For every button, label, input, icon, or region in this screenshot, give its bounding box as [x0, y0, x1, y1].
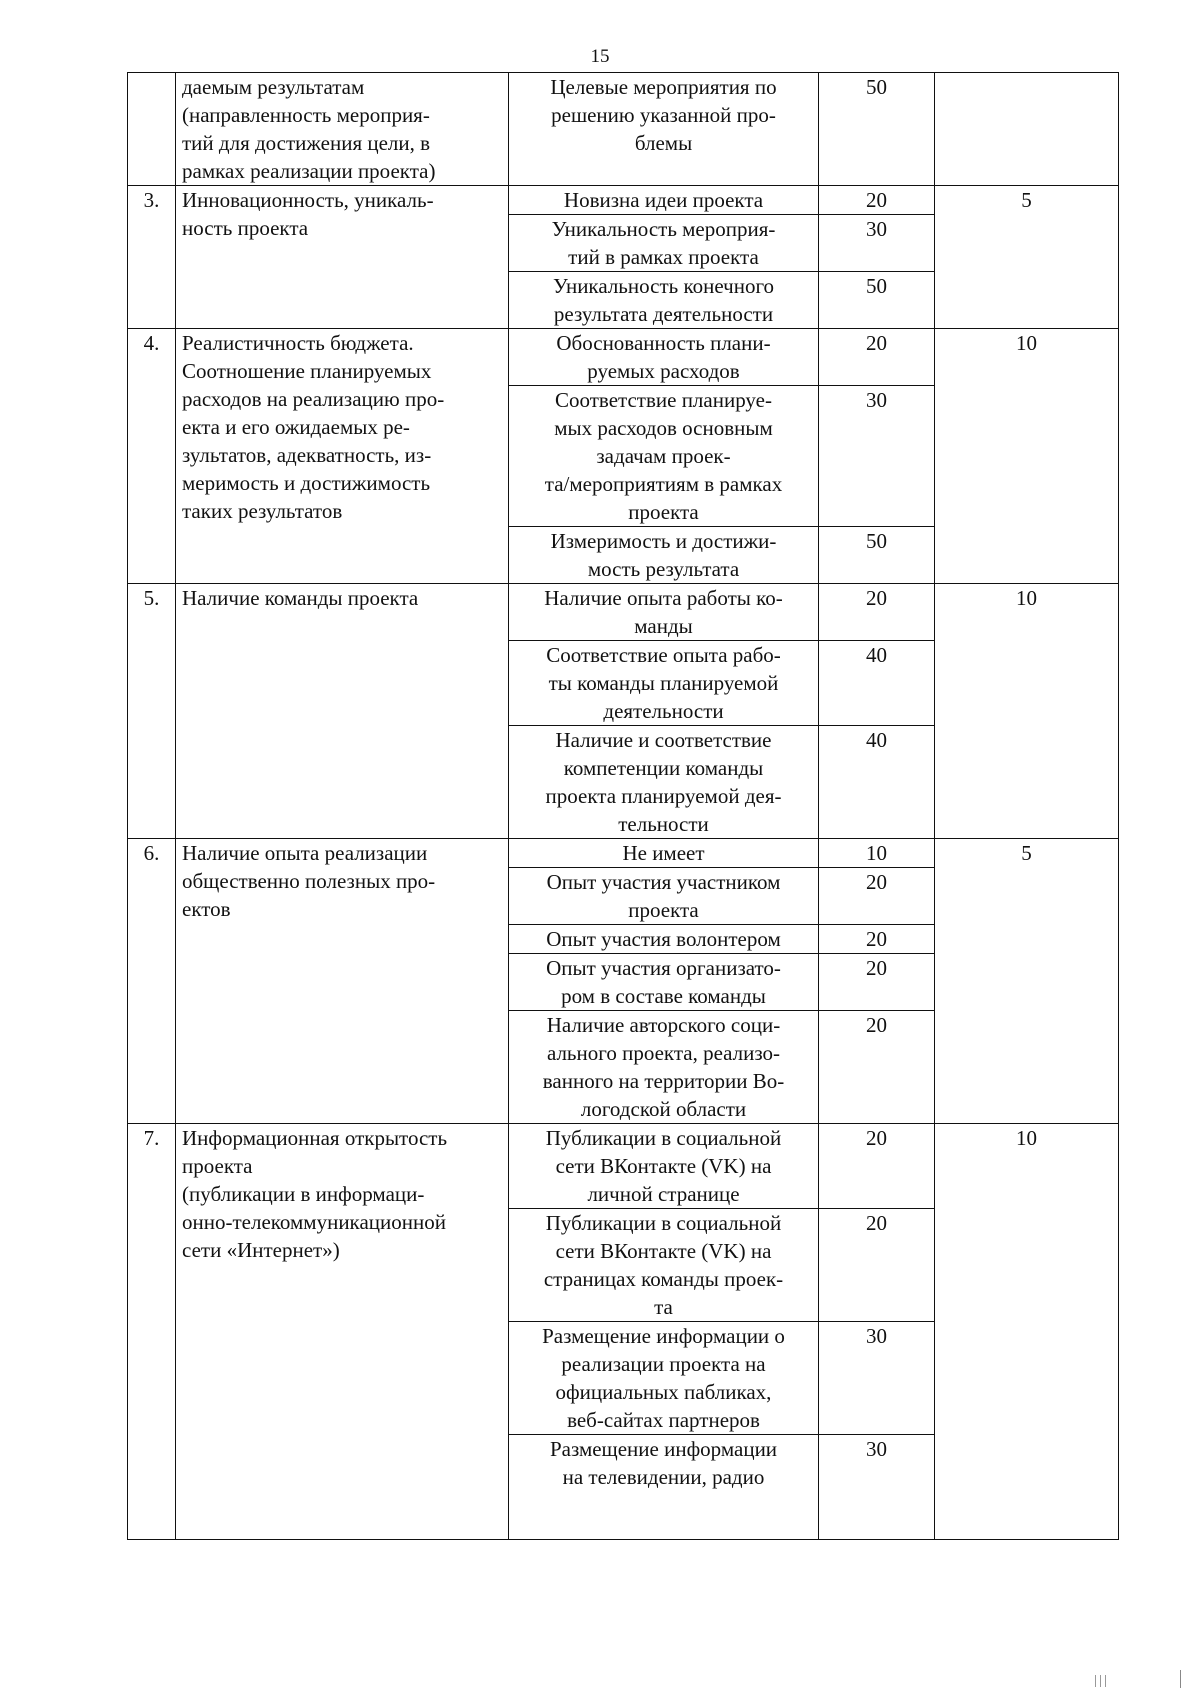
- indicator-line: ванного на территории Во-: [542, 1069, 785, 1093]
- indicator-line: решению указанной про-: [551, 103, 776, 127]
- table-row: [128, 1124, 1119, 1209]
- indicator-points: 50: [819, 73, 935, 186]
- criterion-name: [176, 584, 509, 839]
- indicator-line: та/мероприятиям в рамках: [544, 472, 783, 496]
- criterion-line: рамках реализации проекта): [182, 159, 436, 183]
- indicator-points: 20: [819, 1011, 935, 1124]
- indicator-points: 40: [819, 726, 935, 839]
- criterion-weight: 10: [935, 329, 1119, 584]
- indicator-line: Наличие опыта работы ко-: [544, 586, 783, 610]
- indicator-cell: [509, 925, 819, 954]
- criterion-line: онно-телекоммуникационной: [182, 1210, 446, 1234]
- indicator-line: реализации проекта на: [561, 1352, 766, 1376]
- indicator-line: Публикации в социальной: [545, 1211, 782, 1235]
- indicator-line: Наличие авторского соци-: [546, 1013, 781, 1037]
- indicator-line: Публикации в социальной: [545, 1126, 782, 1150]
- criterion-weight: 5: [935, 186, 1119, 329]
- criterion-weight: 5: [935, 839, 1119, 1124]
- indicator-cell: [509, 726, 819, 839]
- indicator-line: официальных пабликах,: [555, 1380, 772, 1404]
- criterion-line: зультатов, адекватность, из-: [182, 443, 432, 467]
- indicator-line: ты команды планируемой: [548, 671, 779, 695]
- criterion-number: [128, 73, 176, 186]
- indicator-cell: [509, 329, 819, 386]
- criteria-table-body: [128, 73, 1119, 1540]
- indicator-line: ального проекта, реализо-: [546, 1041, 781, 1065]
- indicator-line: компетенции команды: [563, 756, 764, 780]
- indicator-points: 30: [819, 215, 935, 272]
- criterion-line: Наличие команды проекта: [182, 586, 419, 610]
- criterion-line: общественно полезных про-: [182, 869, 436, 893]
- criterion-line: сети «Интернет»): [182, 1238, 340, 1262]
- indicator-points: 20: [819, 925, 935, 954]
- indicator-line: сети ВКонтакте (VK) на: [555, 1239, 772, 1263]
- scan-edge-marks: [1095, 1674, 1125, 1686]
- indicator-cell: [509, 1124, 819, 1209]
- indicator-points: 30: [819, 1322, 935, 1435]
- indicator-cell: [509, 186, 819, 215]
- indicator-line: Целевые мероприятия по: [550, 75, 777, 99]
- indicator-line: Размещение информации о: [542, 1324, 785, 1348]
- indicator-points: 20: [819, 329, 935, 386]
- indicator-line: руемых расходов: [587, 359, 740, 383]
- indicator-line: Обоснованность плани-: [556, 331, 771, 355]
- indicator-line: страницах команды проек-: [543, 1267, 784, 1291]
- indicator-points: 20: [819, 584, 935, 641]
- indicator-line: Уникальность мероприя-: [551, 217, 776, 241]
- indicator-line: деятельности: [603, 699, 724, 723]
- indicator-line: Соответствие опыта рабо-: [546, 643, 781, 667]
- indicator-cell: [509, 1209, 819, 1322]
- criterion-name: [176, 73, 509, 186]
- criterion-number: 4.: [128, 329, 176, 584]
- criterion-line: (публикации в информаци-: [182, 1182, 425, 1206]
- criterion-line: таких результатов: [182, 499, 343, 523]
- indicator-line: Наличие и соответствие: [555, 728, 772, 752]
- indicator-line: сети ВКонтакте (VK) на: [555, 1154, 772, 1178]
- indicator-points: 20: [819, 1124, 935, 1209]
- indicator-points: 20: [819, 186, 935, 215]
- criterion-weight: 10: [935, 584, 1119, 839]
- page-number: 15: [590, 46, 610, 67]
- indicator-line: Опыт участия волонтером: [546, 927, 781, 951]
- indicator-line: тий в рамках проекта: [568, 245, 759, 269]
- indicator-line: тельности: [618, 812, 709, 836]
- scan-edge-line: [1180, 1670, 1181, 1688]
- indicator-cell: [509, 868, 819, 925]
- indicator-line: та: [654, 1295, 673, 1319]
- criterion-line: меримость и достижимость: [182, 471, 431, 495]
- indicator-line: Опыт участия организато-: [546, 956, 781, 980]
- indicator-line: манды: [634, 614, 693, 638]
- criterion-number: 5.: [128, 584, 176, 839]
- indicator-line: Уникальность конечного: [552, 274, 775, 298]
- indicator-line: мость результата: [587, 557, 740, 581]
- table-row: [128, 584, 1119, 641]
- indicator-line: проекта планируемой дея-: [545, 784, 782, 808]
- criterion-number: 3.: [128, 186, 176, 329]
- indicator-line: Не имеет: [622, 841, 705, 865]
- criterion-name: [176, 1124, 509, 1540]
- indicator-points: 50: [819, 272, 935, 329]
- criterion-line: Соотношение планируемых: [182, 359, 432, 383]
- indicator-points: 40: [819, 641, 935, 726]
- indicator-line: Новизна идеи проекта: [563, 188, 764, 212]
- indicator-cell: [509, 272, 819, 329]
- indicator-line: результата деятельности: [553, 302, 774, 326]
- criterion-line: (направленность мероприя-: [182, 103, 430, 127]
- indicator-line: Измеримость и достижи-: [550, 529, 777, 553]
- criterion-line: Наличие опыта реализации: [182, 841, 428, 865]
- indicator-cell: [509, 1011, 819, 1124]
- indicator-cell: [509, 954, 819, 1011]
- indicator-cell: [509, 386, 819, 527]
- criterion-line: ность проекта: [182, 216, 309, 240]
- indicator-cell: [509, 641, 819, 726]
- indicator-line: логодской области: [580, 1097, 747, 1121]
- indicator-cell: [509, 1322, 819, 1435]
- indicator-cell: [509, 839, 819, 868]
- indicator-line: веб-сайтах партнеров: [567, 1408, 760, 1432]
- criterion-line: ектов: [182, 897, 231, 921]
- indicator-points: 20: [819, 954, 935, 1011]
- indicator-line: задачам проек-: [596, 444, 731, 468]
- table-row: [128, 73, 1119, 186]
- criterion-number: 7.: [128, 1124, 176, 1540]
- indicator-line: блемы: [634, 131, 693, 155]
- indicator-line: ром в составе команды: [561, 984, 766, 1008]
- criterion-line: расходов на реализацию про-: [182, 387, 445, 411]
- indicator-line: на телевидении, радио: [562, 1465, 765, 1489]
- indicator-points: 30: [819, 386, 935, 527]
- criterion-line: даемым результатам: [182, 75, 365, 99]
- table-row: [128, 186, 1119, 215]
- criterion-line: проекта: [182, 1154, 253, 1178]
- indicator-line: проекта: [628, 500, 699, 524]
- indicator-line: личной странице: [587, 1182, 740, 1206]
- criterion-line: Информационная открытость: [182, 1126, 448, 1150]
- indicator-line: Опыт участия участником: [546, 870, 781, 894]
- criterion-name: [176, 186, 509, 329]
- criterion-name: [176, 329, 509, 584]
- indicator-cell: [509, 584, 819, 641]
- criterion-line: Инновационность, уникаль-: [182, 188, 434, 212]
- indicator-points: 10: [819, 839, 935, 868]
- indicator-points: 20: [819, 1209, 935, 1322]
- criterion-weight: [935, 73, 1119, 186]
- indicator-points: 30: [819, 1435, 935, 1540]
- indicator-cell: [509, 1435, 819, 1540]
- indicator-points: 50: [819, 527, 935, 584]
- criterion-line: тий для достижения цели, в: [182, 131, 431, 155]
- indicator-line: Соответствие планируе-: [555, 388, 772, 412]
- indicator-cell: [509, 527, 819, 584]
- criterion-line: екта и его ожидаемых ре-: [182, 415, 410, 439]
- indicator-line: Размещение информации: [549, 1437, 778, 1461]
- criterion-weight: 10: [935, 1124, 1119, 1540]
- table-row: [128, 839, 1119, 868]
- indicator-cell: [509, 215, 819, 272]
- indicator-cell: [509, 73, 819, 186]
- criterion-number: 6.: [128, 839, 176, 1124]
- criteria-table: [127, 72, 1119, 1540]
- indicator-points: 20: [819, 868, 935, 925]
- indicator-line: проекта: [628, 898, 699, 922]
- table-row: [128, 329, 1119, 386]
- criterion-line: Реалистичность бюджета.: [182, 331, 414, 355]
- criterion-name: [176, 839, 509, 1124]
- indicator-line: мых расходов основным: [554, 416, 773, 440]
